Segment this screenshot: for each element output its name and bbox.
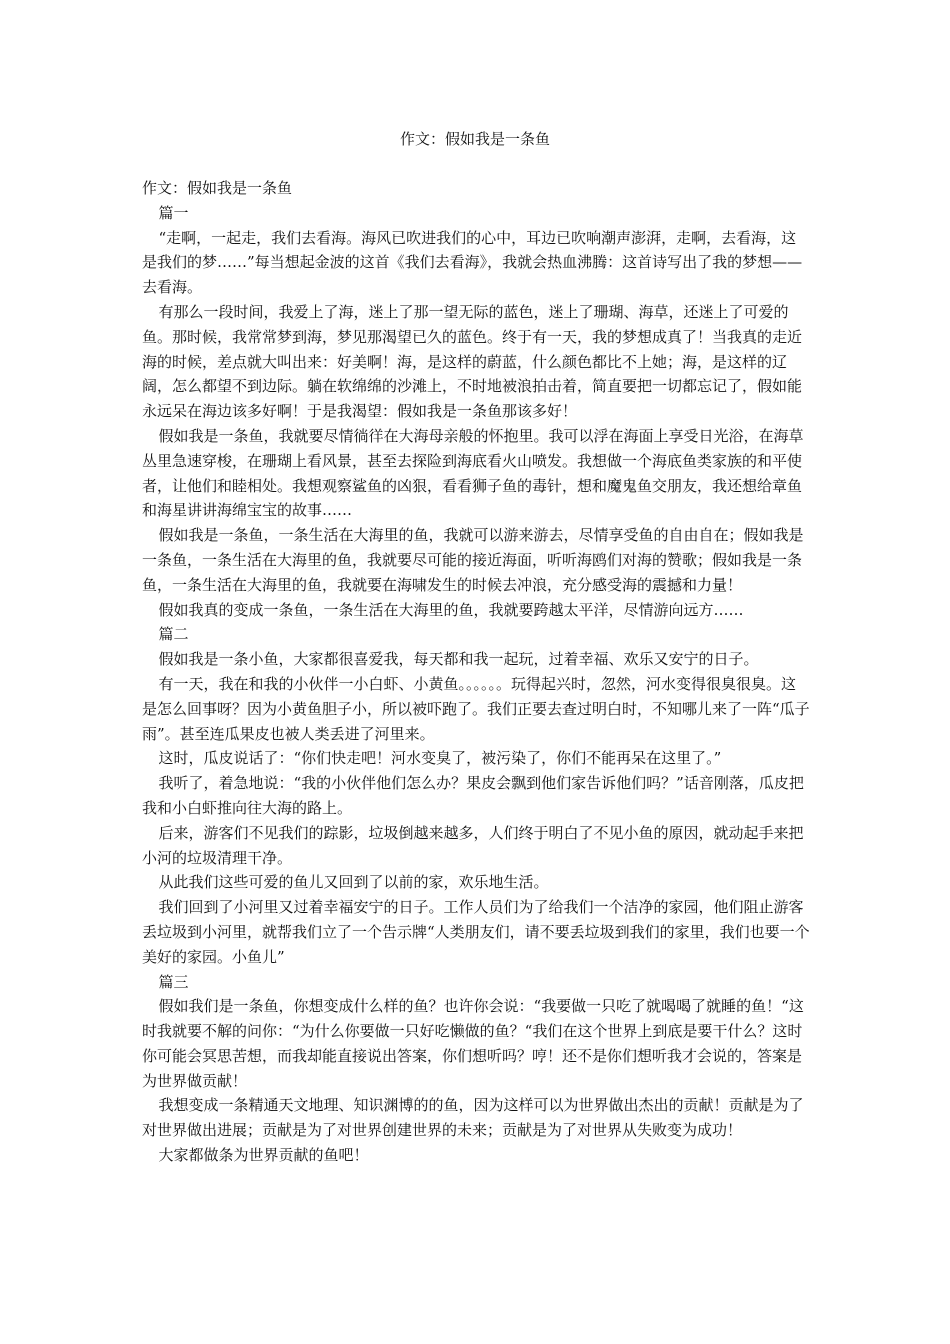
- paragraph: 假如我是一条鱼，一条生活在大海里的鱼，我就可以游来游去，尽情享受鱼的自由自在；假如我是一条鱼，一条生活在大海里的鱼，我就要尽可能的接近海面，听听海鸥们对海的赞歌；假如我是一条鱼，一条生活在大海里的鱼，我就要在海啸发生的时候去冲浪，充分感受海的震撼和力量！: [142, 526, 804, 594]
- paragraph: 有一天，我在和我的小伙伴一小白虾、小黄鱼。。。。。。玩得起兴时，忽然，河水变得很臭很臭。这是怎么回事呀？因为小黄鱼胆子小，所以被吓跑了。我们正要去查过明白时，不知哪儿来了一阵“瓜子雨”。甚至连瓜果皮也被人类丢进了河里来。: [142, 674, 810, 743]
- paragraph: 大家都做条为世界贡献的鱼吧！: [158, 1146, 369, 1165]
- paragraph: 假如我是一条小鱼，大家都很喜爱我，每天都和我一起玩，过着幸福、欢乐又安宁的日子。: [158, 650, 759, 669]
- section-label-1: 篇一: [158, 203, 189, 222]
- paragraph: 后来，游客们不见我们的踪影，垃圾倒越来越多，人们终于明白了不见小鱼的原因，就动起手来把小河的垃圾清理干净。: [142, 823, 804, 867]
- paragraph: 有那么一段时间，我爱上了海，迷上了那一望无际的蓝色，迷上了珊瑚、海草，还迷上了可爱的鱼。那时候，我常常梦到海，梦见那渴望已久的蓝色。终于有一天，我的梦想成真了！当我真的走近海的时候，差点就大叫出来：好美啊！海，是这样的蔚蓝，什么颜色都比不上她；海，是这样的辽阔，怎么都望不到边际。躺在软绵绵的沙滩上，不时地被浪拍击着，简直要把一切都忘记了，假如能永远呆在海边该多好啊！于是我渴望：假如我是一条鱼那该多好！: [142, 302, 803, 421]
- essay-heading: 作文：假如我是一条鱼: [142, 179, 293, 197]
- paragraph: 我听了，着急地说：“我的小伙伴他们怎么办？果皮会飘到他们家告诉他们吗？”话音刚落，瓜皮把我和小白虾推向往大海的路上。: [142, 774, 804, 817]
- paragraph: 我想变成一条精通天文地理、知识渊博的的鱼，因为这样可以为世界做出杰出的贡献！贡献是为了对世界做出进展；贡献是为了对世界创建世界的未来；贡献是为了对世界从失败变为成功！: [142, 1096, 804, 1140]
- essay-body: [142, 176, 810, 1168]
- paragraph: 假如我真的变成一条鱼，一条生活在大海里的鱼，我就要跨越太平洋，尽情游向远方……: [158, 600, 744, 619]
- paragraph: 我们回到了小河里又过着幸福安宁的日子。工作人员们为了给我们一个洁净的家园，他们阻止游客丢垃圾到小河里，就帮我们立了一个告示牌“人类朋友们，请不要丢垃圾到我们的家里，我们也要一个美好的家园。小鱼儿”: [142, 898, 810, 966]
- document-title: 作文：假如我是一条鱼: [399, 130, 550, 148]
- paragraph: 这时，瓜皮说话了：“你们快走吧！河水变臭了，被污染了，你们不能再呆在这里了。”: [158, 749, 722, 768]
- section-label-3: 篇三: [158, 972, 189, 991]
- paragraph: 假如我是一条鱼，我就要尽情徜徉在大海母亲般的怀抱里。我可以浮在海面上享受日光浴，在海草丛里急速穿梭，在珊瑚上看风景，甚至去探险到海底看火山喷发。我想做一个海底鱼类家族的和平使者，让他们和睦相处。我想观察鲨鱼的凶狠，看看狮子鱼的毒针，想和魔鬼鱼交朋友，我还想给章鱼和海星讲讲海绵宝宝的故事……: [142, 426, 804, 520]
- section-label-2: 篇二: [158, 625, 189, 644]
- paragraph: 从此我们这些可爱的鱼儿又回到了以前的家，欢乐地生活。: [158, 873, 549, 892]
- paragraph: 假如我们是一条鱼，你想变成什么样的鱼？也许你会说：“我要做一只吃了就喝喝了就睡的鱼！“这时我就要不解的问你：“为什么你要做一只好吃懒做的鱼？“我们在这个世界上到底是要干什么？这时你可能会冥思苦想，而我却能直接说出答案，你们想听吗？哼！还不是你们想听我才会说的，答案是为世界做贡献！: [142, 997, 804, 1090]
- paragraph: “走啊，一起走，我们去看海。海风已吹进我们的心中，耳边已吹响潮声澎湃，走啊，去看海，这是我们的梦……”每当想起金波的这首《我们去看海》，我就会热血沸腾：这首诗写出了我的梦想——去看海。: [142, 228, 803, 297]
